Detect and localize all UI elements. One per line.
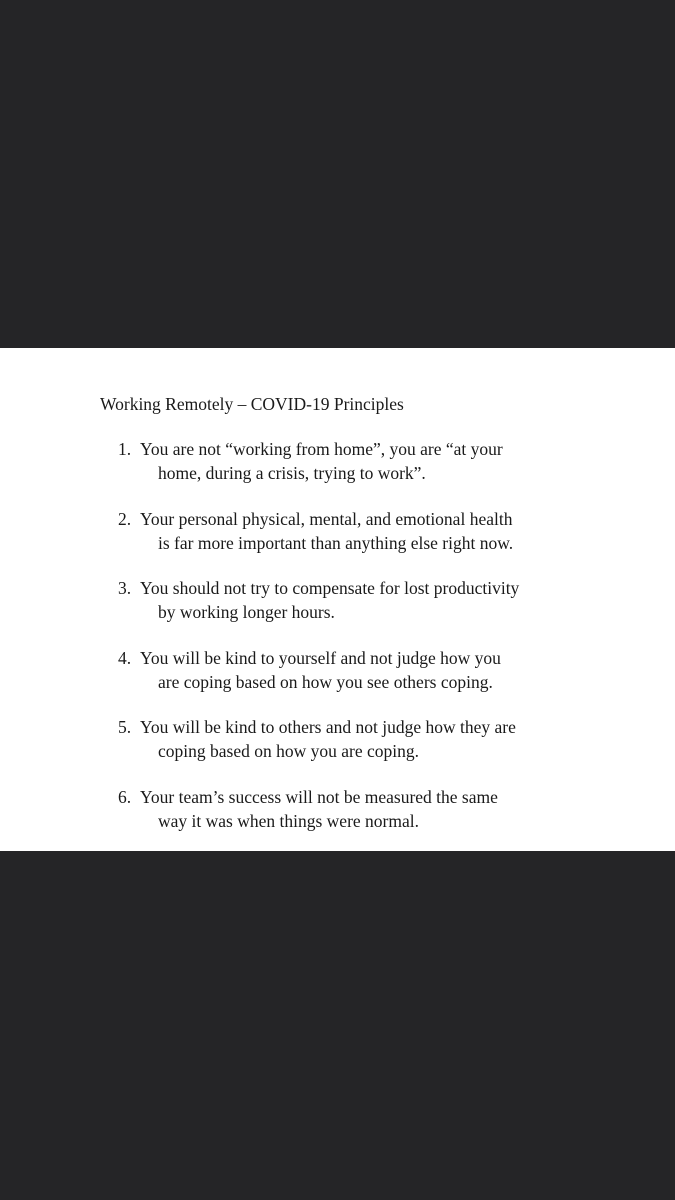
principle-number: 3.	[118, 578, 132, 598]
principle-number: 4.	[118, 648, 132, 668]
principle-text-continued: is far more important than anything else right now.	[158, 533, 514, 553]
principle-line	[118, 576, 618, 600]
principle-text: You should not try to compensate for lost productivity	[140, 578, 520, 598]
principle-text-continued: home, during a crisis, trying to work”.	[158, 463, 426, 483]
principle-line	[118, 437, 618, 461]
principle-number: 5.	[118, 717, 132, 737]
principle-number: 1.	[118, 439, 132, 459]
principle-line	[118, 715, 618, 739]
principle-line	[118, 785, 618, 809]
principle-item-4	[118, 646, 618, 694]
principle-item-1	[118, 437, 618, 485]
principle-text-continued: coping based on how you are coping.	[158, 741, 419, 761]
principle-item-3	[118, 576, 618, 624]
principle-line	[118, 646, 618, 670]
principle-number: 6.	[118, 787, 132, 807]
principle-text: Your personal physical, mental, and emotional health	[140, 509, 513, 529]
principle-text: Your team’s success will not be measured the same	[140, 787, 498, 807]
principle-line	[118, 507, 618, 531]
principle-text-continued: by working longer hours.	[158, 602, 335, 622]
principle-text: You are not “working from home”, you are “at your	[140, 439, 503, 459]
principle-item-6	[118, 785, 618, 833]
document-title: Working Remotely – COVID-19 Principles	[100, 394, 404, 414]
principle-text: You will be kind to others and not judge how they are	[140, 717, 516, 737]
principle-item-5	[118, 715, 618, 763]
principle-number: 2.	[118, 509, 132, 529]
principle-item-2	[118, 507, 618, 555]
principle-text-continued: way it was when things were normal.	[158, 811, 419, 831]
principle-text-continued: are coping based on how you see others coping.	[158, 672, 493, 692]
principle-text: You will be kind to yourself and not judge how you	[140, 648, 501, 668]
